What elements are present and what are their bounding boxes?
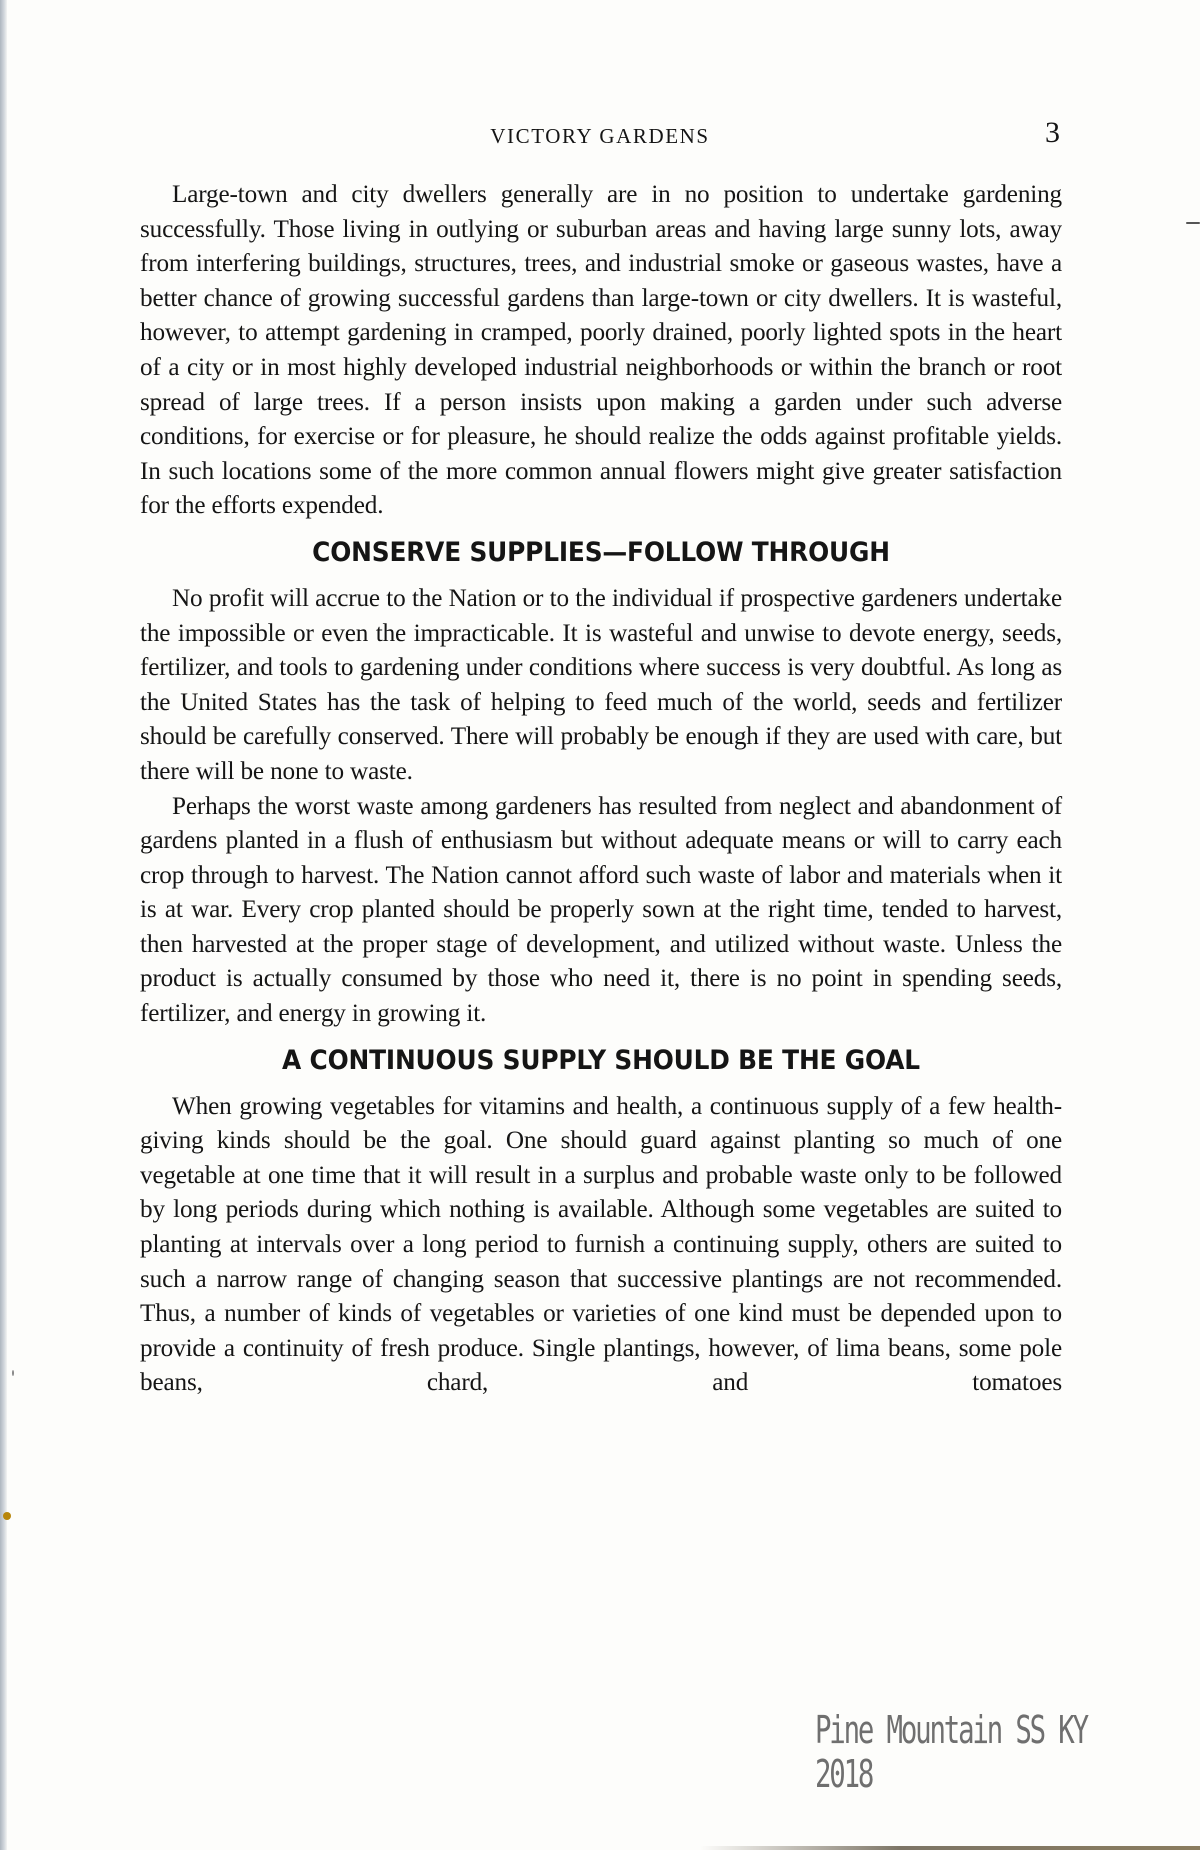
section-heading: CONSERVE SUPPLIES—FOLLOW THROUGH [312,536,890,568]
section-conserve-supplies [140,536,1062,1032]
scanned-page-bottom-edge [700,1846,1200,1850]
paragraph: When growing vegetables for vitamins and health, a continuous supply of a few health-giving kinds should be the goal. One should guard against planting so much of one vegetable at one time that it will result in a surplus and probable waste only to be followed by long periods during which nothing is available. Although some vegetables are suited to planting at intervals over a long period to furnish a continuing supply, others are suited to such a narrow range of changing season that successive plantings are not recommended. Thus, a number of kinds of vegetables or varieties of one kind must be depended upon to provide a continuity of fresh produce. Single plantings, however, of lima beans, some pole beans, chard, and tomatoes [140,1092,1062,1397]
scanned-page-left-edge [0,0,7,1850]
paragraph: No profit will accrue to the Nation or to the individual if prospective gardeners undertake the impossible or even the impracticable. It is wasteful and unwise to devote energy, seeds, fertilizer, and tools to gardening under conditions where success is very doubtful. As long as the United States has the task of helping to feed much of the world, seeds and fertilizer should be carefully conserved. There will probably be enough if they are used with care, but there will be none to waste. [140,584,1062,785]
paragraph: Perhaps the worst waste among gardeners has resulted from neglect and abandonment of gardens planted in a flush of enthusiasm but without adequate means or will to carry each crop through to harvest. The Nation cannot afford such waste of labor and materials when it is at war. Every crop planted should be properly sown at the right time, tended to harvest, then harvested at the proper stage of development, and utilized without waste. Unless the product is actually consumed by those who need it, there is no point in spending seeds, fertilizer, and energy in growing it. [140,792,1062,1028]
running-header [140,116,1060,154]
page-number: 3 [1045,116,1060,149]
running-header-title: VICTORY GARDENS [490,124,710,148]
section-continuous-supply [140,1044,1062,1401]
scan-speck [1186,222,1200,224]
section-heading: A CONTINUOUS SUPPLY SHOULD BE THE GOAL [282,1044,920,1076]
scan-speck [3,1512,11,1520]
paragraph-intro: Large-town and city dwellers generally are in no position to undertake gardening successfully. Those living in outlying or suburban areas and having large sunny lots, away from interfering buildings, structures, trees, and industrial smoke or gaseous wastes, have a better chance of growing successful gardens than large-town or city dwellers. It is wasteful, however, to attempt gardening in cramped, poorly drained, poorly lighted spots in the heart of a city or in most highly developed industrial neighborhoods or within the branch or root spread of large trees. If a person insists upon making a garden under such adverse conditions, for exercise or for pleasure, he should realize the odds against profitable yields. In such locations some of the more common annual flowers might give greater satisfaction for the efforts expended. [140,181,1062,520]
watermark: Pine Mountain SS KY 2018 [815,1708,1087,1796]
scan-speck [12,1370,14,1376]
text-column [140,178,1062,1401]
